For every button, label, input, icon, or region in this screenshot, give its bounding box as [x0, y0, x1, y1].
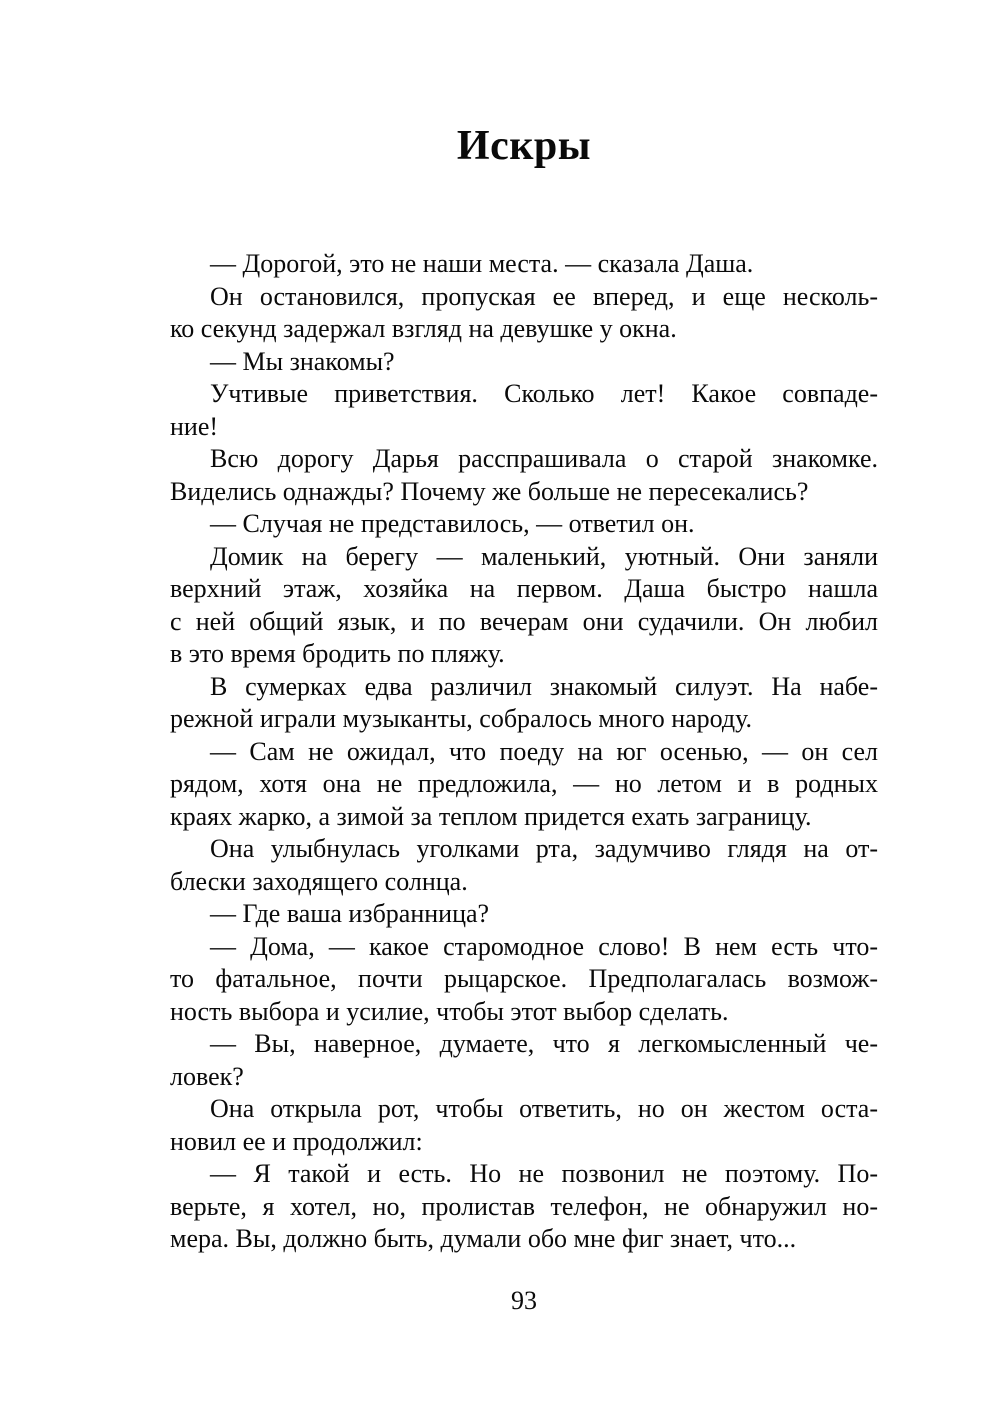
paragraph — [170, 1028, 878, 1093]
text-line: в это время бродить по пляжу. — [170, 639, 505, 668]
text-line: рядом, хотя она не предложила, — но летом и в родных — [170, 769, 878, 798]
paragraph — [170, 671, 878, 736]
text-line: то фатальное, почти рыцарское. Предполагалась возмож- — [170, 964, 878, 993]
paragraph — [170, 248, 878, 281]
paragraph — [170, 281, 878, 346]
text-line: — Я такой и есть. Но не позвонил не поэтому. По- — [210, 1159, 878, 1188]
text-line: верхний этаж, хозяйка на первом. Даша быстро нашла — [170, 574, 878, 603]
text-line: краях жарко, а зимой за теплом придется ехать заграницу. — [170, 801, 812, 831]
text-line: ние! — [170, 411, 219, 441]
text-line: — Мы знакомы? — [210, 346, 395, 376]
text-line: Виделись однажды? Почему же больше не пересекались? — [170, 476, 809, 506]
text-line: — Случая не представилось, — ответил он. — [210, 509, 695, 538]
paragraph — [170, 541, 878, 671]
text-line: Всю дорогу Дарья расспрашивала о старой знакомке. — [210, 444, 878, 473]
body-text — [170, 248, 878, 1256]
paragraph — [170, 1093, 878, 1158]
page-number: 93 — [511, 1286, 537, 1315]
text-line: Она улыбнулась уголками рта, задумчиво глядя на от- — [210, 834, 878, 863]
text-line: режной играли музыканты, собралось много народу. — [170, 704, 753, 733]
text-line: — Сам не ожидал, что поеду на юг осенью, — он сел — [210, 736, 878, 766]
text-line: Она открыла рот, чтобы ответить, но он жестом оста- — [210, 1094, 878, 1123]
text-line: мера. Вы, должно быть, думали обо мне фиг знает, что... — [170, 1224, 797, 1253]
text-line: — Вы, наверное, думаете, что я легкомысленный че- — [210, 1029, 878, 1058]
text-line: ко секунд задержал взгляд на девушке у окна. — [170, 314, 677, 343]
text-line: новил ее и продолжил: — [170, 1126, 423, 1156]
paragraph — [170, 378, 878, 443]
text-line: ность выбора и усилие, чтобы этот выбор сделать. — [170, 996, 729, 1026]
text-line: — Где ваша избранница? — [210, 899, 490, 928]
text-line: В сумерках едва различил знакомый силуэт. На набе- — [210, 671, 878, 701]
text-line: Он остановился, пропуская ее вперед, и еще несколь- — [210, 281, 878, 311]
text-line: с ней общий язык, и по вечерам они судачили. Он любил — [170, 606, 878, 636]
paragraph — [170, 736, 878, 834]
text-line: — Дома, — какое старомодное слово! В нем есть что- — [210, 931, 878, 961]
paragraph — [170, 443, 878, 508]
text-line: — Дорогой, это не наши места. — сказала Даша. — [210, 249, 754, 278]
paragraph — [170, 898, 878, 931]
paragraph — [170, 346, 878, 379]
paragraph — [170, 1158, 878, 1256]
paragraph — [170, 931, 878, 1029]
text-line: верьте, я хотел, но, пролистав телефон, не обнаружил но- — [170, 1191, 878, 1221]
text-line: Домик на берегу — маленький, уютный. Они заняли — [210, 541, 878, 571]
page-title: Искры — [456, 123, 592, 169]
text-block — [170, 0, 878, 1256]
text-line: Учтивые приветствия. Сколько лет! Какое совпаде- — [210, 379, 878, 408]
paragraph — [170, 833, 878, 898]
text-line: ловек? — [170, 1061, 244, 1091]
text-line: блески заходящего солнца. — [170, 866, 468, 896]
paragraph — [170, 508, 878, 541]
